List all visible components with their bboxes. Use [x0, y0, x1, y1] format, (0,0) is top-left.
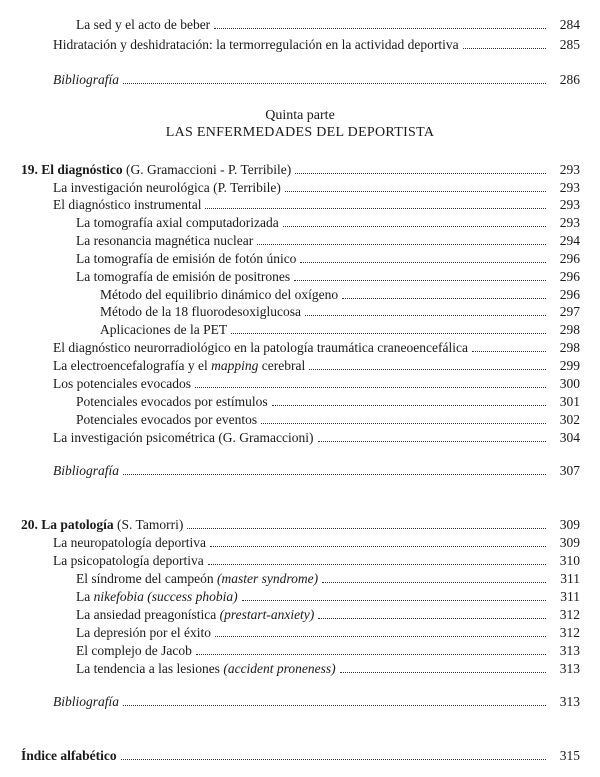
toc-entry-page: 301 — [559, 394, 580, 409]
toc-entry-label: Potenciales evocados por estímulos — [76, 394, 268, 409]
toc-bibliography — [53, 693, 580, 711]
toc-entry-page: 300 — [559, 376, 580, 391]
toc-entry-label: La psicopatología deportiva — [53, 553, 204, 568]
toc-entry-label: La electroencefalografía y el mapping cerebral — [53, 358, 306, 373]
chapter-heading — [21, 516, 580, 534]
index-page: 315 — [559, 748, 580, 763]
bibliography-page: 286 — [559, 72, 580, 87]
dot-leader — [231, 321, 546, 334]
dot-leader — [463, 36, 546, 49]
dot-leader — [242, 588, 546, 601]
toc-entry — [53, 339, 580, 357]
dot-leader — [215, 624, 546, 637]
toc-entry — [53, 357, 580, 375]
dot-leader — [210, 534, 546, 547]
toc-entry-label: La tomografía axial computadorizada — [76, 215, 279, 230]
toc-entry — [53, 36, 580, 54]
toc-entry — [76, 570, 580, 588]
index-label: Índice alfabético — [21, 748, 117, 763]
dot-leader — [208, 552, 546, 565]
toc-entry-label: Los potenciales evocados — [53, 376, 191, 391]
toc-entry-page: 293 — [559, 197, 580, 212]
dot-leader — [295, 161, 546, 174]
chapter-page: 293 — [559, 162, 580, 177]
dot-leader — [272, 393, 546, 406]
chapter-number: 20. — [21, 517, 38, 532]
toc-entry — [76, 393, 580, 411]
toc-entry-page: 311 — [560, 589, 580, 604]
toc-entry-page: 296 — [559, 287, 580, 302]
chapter-title: La patología — [41, 517, 114, 532]
toc-entry-page: 312 — [559, 607, 580, 622]
toc-entry-label: La nikefobia (success phobia) — [76, 589, 238, 604]
dot-leader — [123, 462, 546, 475]
toc-entry-label: La sed y el acto de beber — [76, 17, 211, 32]
dot-leader — [196, 642, 546, 655]
toc-entry — [76, 268, 580, 286]
toc-entry-label: La investigación psicométrica (G. Gramaccioni) — [53, 430, 314, 445]
dot-leader — [121, 747, 546, 760]
bibliography-page: 307 — [559, 463, 580, 478]
toc-index — [21, 747, 580, 765]
toc-entry-page: 309 — [559, 535, 580, 550]
toc-bibliography — [53, 71, 580, 89]
toc-entry-label: La tendencia a las lesiones (accident proneness) — [76, 661, 336, 676]
dot-leader — [300, 250, 546, 263]
toc-entry-label: Método de la 18 fluorodesoxiglucosa — [100, 304, 301, 319]
toc-bibliography — [53, 462, 580, 480]
toc-entry-page: 299 — [559, 358, 580, 373]
toc-entry — [76, 214, 580, 232]
toc-entry — [53, 375, 580, 393]
toc-entry-page: 310 — [559, 553, 580, 568]
dot-leader — [472, 339, 546, 352]
toc-entry-page: 304 — [559, 430, 580, 445]
toc-entry — [53, 534, 580, 552]
toc-entry-page: 296 — [559, 251, 580, 266]
toc-entry-label: La resonancia magnética nuclear — [76, 233, 254, 248]
bibliography-label: Bibliografía — [53, 72, 120, 87]
toc-entry-label: La neuropatología deportiva — [53, 535, 206, 550]
toc-entry — [53, 429, 580, 447]
toc-entry-label: La depresión por el éxito — [76, 625, 211, 640]
toc-entry-label: Potenciales evocados por eventos — [76, 412, 258, 427]
chapter-title: El diagnóstico — [41, 162, 123, 177]
dot-leader — [205, 196, 546, 209]
dot-leader — [340, 660, 546, 673]
toc-entry-page: 313 — [559, 661, 580, 676]
dot-leader — [123, 71, 546, 84]
toc-entry — [76, 642, 580, 660]
toc-entry-page: 296 — [559, 269, 580, 284]
part-number: Quinta parte — [265, 108, 335, 123]
toc-entry-page: 284 — [559, 17, 580, 32]
toc-entry — [76, 16, 580, 34]
toc-entry — [76, 232, 580, 250]
toc-entry — [76, 250, 580, 268]
toc-entry — [76, 606, 580, 624]
dot-leader — [123, 693, 546, 706]
toc-entry — [76, 411, 580, 429]
toc-entry-page: 294 — [559, 233, 580, 248]
chapter-authors: (S. Tamorri) — [117, 517, 184, 532]
dot-leader — [187, 516, 546, 529]
toc-entry-page: 297 — [559, 304, 580, 319]
dot-leader — [285, 179, 546, 192]
chapter-heading — [21, 161, 580, 179]
dot-leader — [195, 375, 546, 388]
toc-entry-label: La ansiedad preagonística (prestart-anxiety) — [76, 607, 315, 622]
toc-entry-page: 312 — [559, 625, 580, 640]
chapter-authors: (G. Gramaccioni - P. Terribile) — [126, 162, 292, 177]
toc-entry-label: El complejo de Jacob — [76, 643, 192, 658]
dot-leader — [294, 268, 546, 281]
toc-entry — [76, 588, 580, 606]
dot-leader — [342, 286, 546, 299]
chapter-page: 309 — [559, 517, 580, 532]
toc-entry-page: 293 — [559, 215, 580, 230]
dot-leader — [318, 606, 546, 619]
toc-entry — [76, 624, 580, 642]
part-title: LAS ENFERMEDADES DEL DEPORTISTA — [165, 125, 435, 140]
toc-entry — [100, 286, 580, 304]
toc-entry-label: Hidratación y deshidratación: la termorregulación en la actividad deportiva — [53, 37, 459, 52]
dot-leader — [257, 232, 546, 245]
chapter-number: 19. — [21, 162, 38, 177]
toc-entry-page: 285 — [559, 37, 580, 52]
bibliography-label: Bibliografía — [53, 463, 120, 478]
toc-entry-label: Aplicaciones de la PET — [100, 322, 228, 337]
toc-entry-page: 313 — [559, 643, 580, 658]
toc-entry-page: 298 — [559, 340, 580, 355]
toc-entry-label: El diagnóstico neurorradiológico en la patología traumática craneoencefálica — [53, 340, 468, 355]
dot-leader — [309, 357, 546, 370]
dot-leader — [283, 214, 546, 227]
toc-entry — [53, 196, 580, 214]
toc-entry-label: La tomografía de emisión de fotón único — [76, 251, 297, 266]
toc-entry — [53, 179, 580, 197]
dot-leader — [261, 411, 546, 424]
toc-entry — [53, 552, 580, 570]
toc-entry — [100, 321, 580, 339]
bibliography-label: Bibliografía — [53, 694, 120, 709]
dot-leader — [318, 429, 546, 442]
toc-entry — [76, 660, 580, 678]
toc-entry — [100, 303, 580, 321]
toc-entry-label: La investigación neurológica (P. Terribile) — [53, 180, 281, 195]
dot-leader — [214, 16, 546, 29]
dot-leader — [322, 570, 546, 583]
toc-entry-page: 298 — [559, 322, 580, 337]
toc-entry-label: Método del equilibrio dinámico del oxígeno — [100, 287, 339, 302]
toc-entry-label: La tomografía de emisión de positrones — [76, 269, 291, 284]
toc-entry-label: El síndrome del campeón (master syndrome) — [76, 571, 319, 586]
bibliography-page: 313 — [559, 694, 580, 709]
dot-leader — [305, 303, 546, 316]
toc-entry-label: El diagnóstico instrumental — [53, 197, 202, 212]
toc-entry-page: 311 — [560, 571, 580, 586]
toc-entry-page: 302 — [559, 412, 580, 427]
toc-entry-page: 293 — [559, 180, 580, 195]
